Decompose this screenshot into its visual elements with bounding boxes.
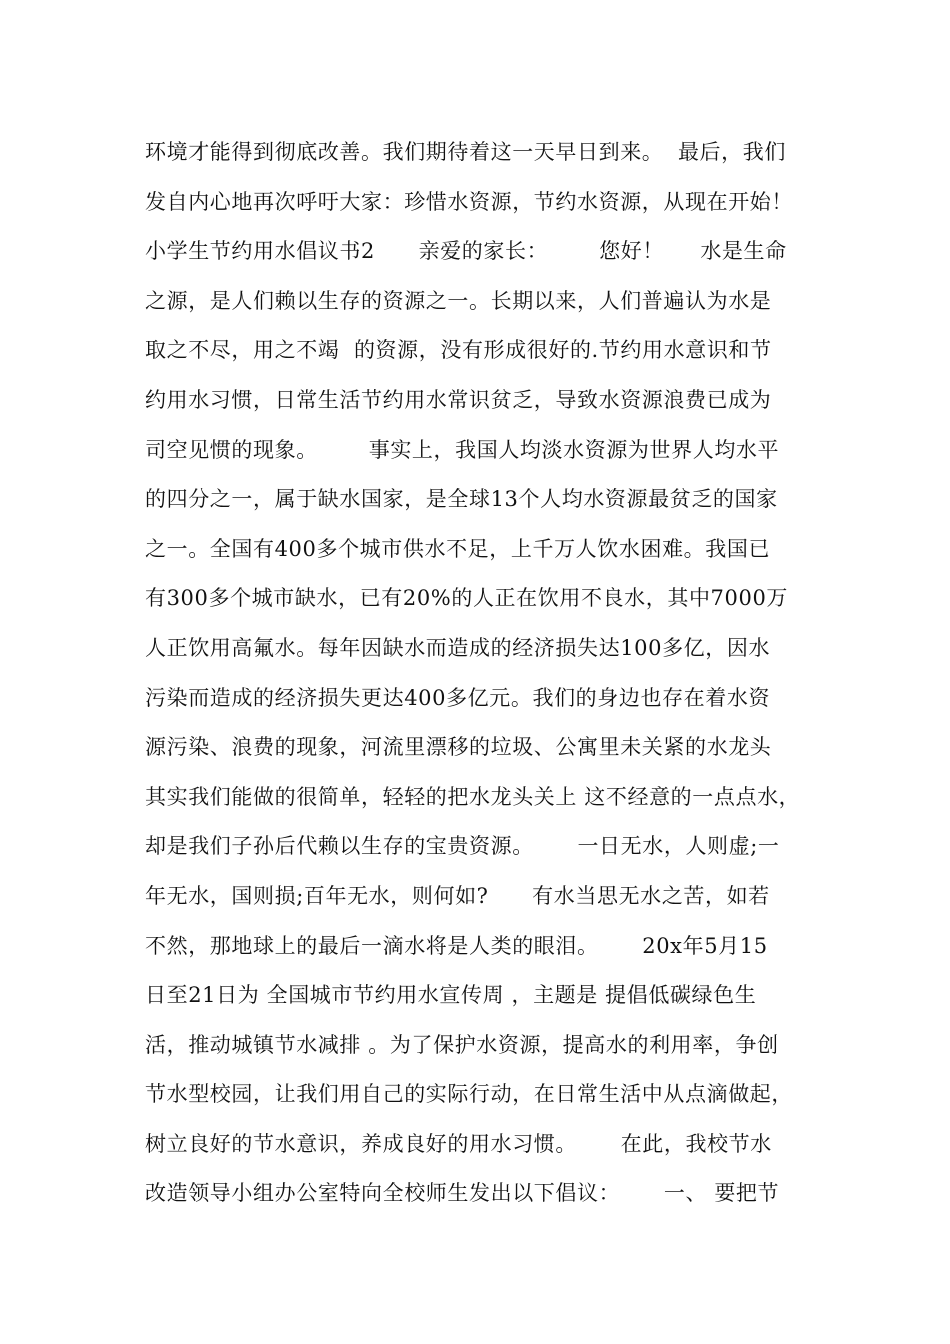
document-body — [145, 133, 835, 1224]
text-line: 却是我们子孙后代赖以生存的宝贵资源。 一日无水，人则虚;一 — [145, 834, 780, 859]
text-line: 取之不尽，用之不竭 的资源，没有形成很好的.节约用水意识和节 — [145, 338, 772, 363]
text-line: 之一。全国有400多个城市供水不足，上千万人饮水困难。我国已 — [145, 536, 771, 561]
text-line: 年无水，国则损;百年无水，则何如? 有水当思无水之苦，如若 — [145, 883, 770, 908]
text-line: 污染而造成的经济损失更达400多亿元。我们的身边也存在着水资 — [145, 685, 771, 710]
text-line: 司空见惯的现象。 事实上，我国人均淡水资源为世界人均水平 — [145, 437, 780, 462]
text-line: 的四分之一，属于缺水国家，是全球13个人均水资源最贫乏的国家 — [145, 487, 778, 512]
text-line: 活，推动城镇节水减排 。为了保护水资源，提高水的利用率，争创 — [145, 1032, 779, 1057]
text-line: 小学生节约用水倡议书2 亲爱的家长： 您好！ 水是生命 — [145, 239, 787, 264]
text-line: 节水型校园，让我们用自己的实际行动，在日常生活中从点滴做起， — [145, 1082, 793, 1107]
text-line: 日至21日为 全国城市节约用水宣传周 ，主题是 提倡低碳绿色生 — [145, 983, 757, 1008]
text-line: 人正饮用高氟水。每年因缺水而造成的经济损失达100多亿，因水 — [145, 635, 771, 660]
text-line: 有300多个城市缺水，已有20%的人正在饮用不良水，其中7000万 — [145, 586, 788, 611]
text-line: 环境才能得到彻底改善。我们期待着这一天早日到来。 最后，我们 — [145, 140, 786, 164]
text-line: 不然，那地球上的最后一滴水将是人类的眼泪。 20x年5月15 — [145, 933, 768, 958]
text-line: 发自内心地再次呼吁大家：珍惜水资源，节约水资源，从现在开始！ — [145, 189, 793, 214]
text-line: 树立良好的节水意识，养成良好的用水习惯。 在此，我校节水 — [145, 1131, 772, 1156]
text-line: 约用水习惯，日常生活节约用水常识贫乏，导致水资源浪费已成为 — [145, 387, 772, 412]
text-line: 改造领导小组办公室特向全校师生发出以下倡议： 一、 要把节 — [145, 1181, 780, 1206]
text-line: 其实我们能做的很简单，轻轻的把水龙头关上 这不经意的一点点水， — [145, 784, 801, 809]
text-line: 源污染、浪费的现象，河流里漂移的垃圾、公寓里未关紧的水龙头 — [145, 735, 772, 760]
text-line: 之源，是人们赖以生存的资源之一。长期以来，人们普遍认为水是 — [145, 288, 772, 313]
